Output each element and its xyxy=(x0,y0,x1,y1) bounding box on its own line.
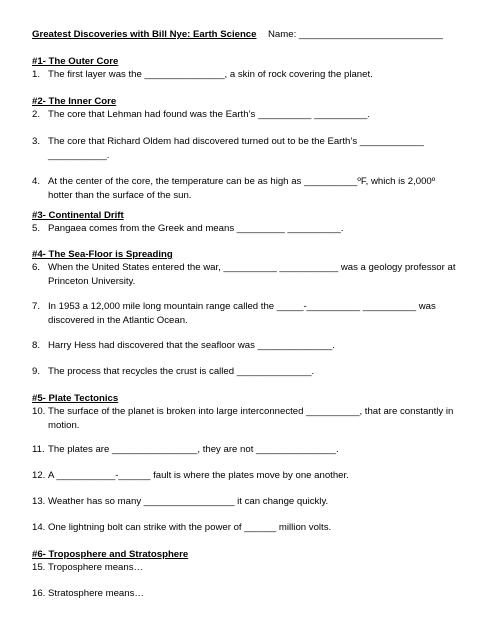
question-text: When the United States entered the war, __________ ___________ was a geology professor at xyxy=(48,262,456,273)
question-number: 8. xyxy=(32,340,41,351)
question-text: Weather has so many _________________ it can change quickly. xyxy=(48,496,329,507)
question-number: 12. xyxy=(32,470,46,481)
question-text-continued: motion. xyxy=(48,420,80,431)
question-text: One lightning bolt can strike with the power of ______ million volts. xyxy=(48,522,332,533)
name-field-label: Name: ___________________________ xyxy=(268,29,443,40)
question-text: In 1953 a 12,000 mile long mountain range called the _____-__________ __________ was xyxy=(48,301,436,312)
worksheet-title: Greatest Discoveries with Bill Nye: Earth Science xyxy=(32,29,257,40)
section-heading: #1- The Outer Core xyxy=(32,56,119,67)
question-text: The first layer was the _______________, a skin of rock covering the planet. xyxy=(48,69,373,80)
section-heading: #6- Troposphere and Stratosphere xyxy=(32,549,189,560)
question-text: The core that Richard Oldem had discovered turned out to be the Earth’s ____________ xyxy=(48,136,424,147)
question-number: 13. xyxy=(32,496,46,507)
question-number: 11. xyxy=(32,444,45,455)
question-number: 3. xyxy=(32,136,41,147)
question-number: 9. xyxy=(32,366,41,377)
question-text: The plates are ________________, they are not _______________. xyxy=(48,444,339,455)
question-text: Stratosphere means… xyxy=(48,588,144,599)
question-number: 5. xyxy=(32,223,41,234)
question-text: The surface of the planet is broken into large interconnected __________, that are constantly in xyxy=(48,406,454,417)
question-text-continued: ___________. xyxy=(48,150,110,161)
question-text: At the center of the core, the temperature can be as high as __________ºF, which is 2,000º xyxy=(48,176,436,187)
question-number: 1. xyxy=(32,69,41,80)
question-number: 6. xyxy=(32,262,41,273)
question-number: 7. xyxy=(32,301,41,312)
question-number: 15. xyxy=(32,562,46,573)
question-text-continued: Princeton University. xyxy=(48,276,136,287)
question-text: The process that recycles the crust is called ______________. xyxy=(48,366,315,377)
question-text: A ___________-______ fault is where the plates move by one another. xyxy=(48,470,349,481)
question-text-continued: hotter than the surface of the sun. xyxy=(48,190,192,201)
question-text: The core that Lehman had found was the Earth’s __________ __________. xyxy=(48,109,370,120)
section-heading: #3- Continental Drift xyxy=(32,210,124,221)
question-text: Troposphere means… xyxy=(48,562,144,573)
question-number: 14. xyxy=(32,522,46,533)
question-number: 10. xyxy=(32,406,46,417)
question-number: 2. xyxy=(32,109,41,120)
section-heading: #2- The Inner Core xyxy=(32,96,117,107)
question-text-continued: discovered in the Atlantic Ocean. xyxy=(48,315,188,326)
question-number: 16. xyxy=(32,588,46,599)
section-heading: #4- The Sea-Floor is Spreading xyxy=(32,249,173,260)
question-text: Pangaea comes from the Greek and means _________ __________. xyxy=(48,223,344,234)
question-number: 4. xyxy=(32,176,41,187)
question-text: Harry Hess had discovered that the seafloor was ______________. xyxy=(48,340,335,351)
section-heading: #5- Plate Tectonics xyxy=(32,393,119,404)
